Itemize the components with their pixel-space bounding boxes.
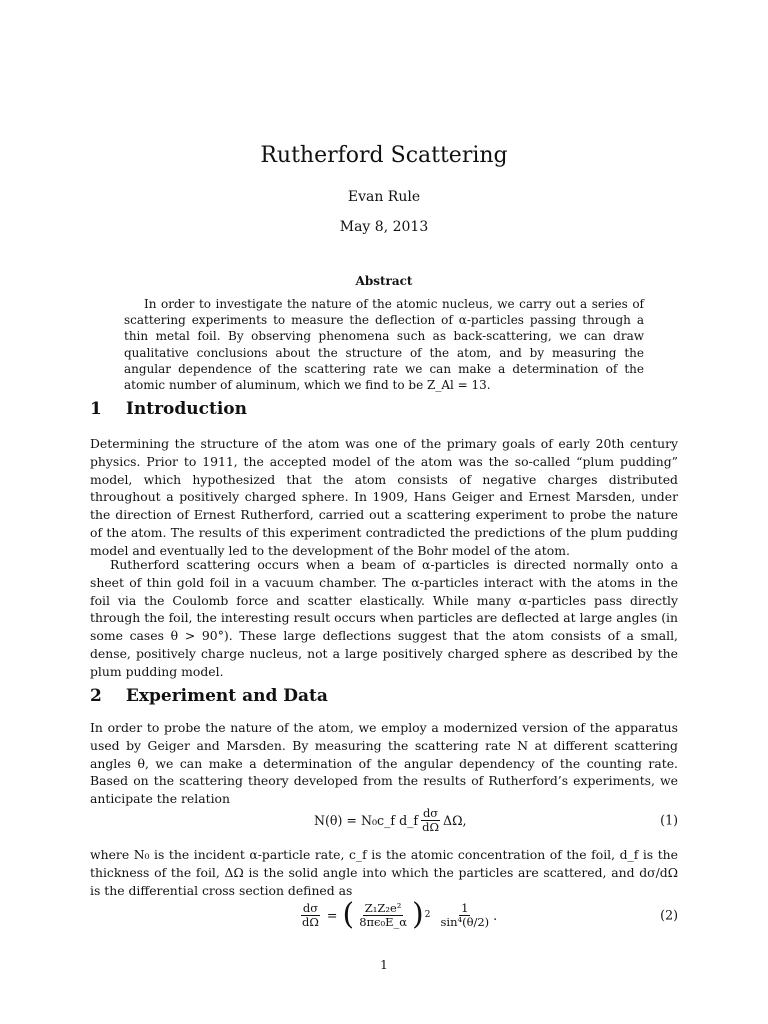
- equation-2: [90, 893, 678, 937]
- abstract-text: In order to investigate the nature of the atomic nucleus, we carry out a series of scattering experiments to measure the deflection of α-particles passing through a thin metal foil. By observing phenomena such as back-scattering, we can draw qualitative conclusions about the structure of the atom, and by measuring the angular dependence of the scattering rate we can make a determination of the atomic number of aluminum, which we find to be Z_Al = 13.: [124, 297, 644, 393]
- eq2-lhs-fraction: [300, 902, 321, 929]
- paper-title: Rutherford Scattering: [260, 143, 508, 168]
- section-number: 2: [90, 686, 102, 706]
- page-number: 1: [380, 958, 388, 972]
- abstract-heading: Abstract: [355, 274, 413, 288]
- eq2-inner-denominator: 8πϵ₀E_α: [359, 914, 408, 929]
- eq2-power: 2: [424, 910, 431, 920]
- eq2-inner-numerator: Z₁Z₂e²: [364, 900, 402, 915]
- intro-paragraph-1: Determining the structure of the atom was one of the primary goals of early 20th century physics. Prior to 1911, the accepted model of the atom was the so-called “plum pudding” model, which hypothesized that the atom consists of negative charges distributed throughout a positively charged sphere. In 1909, Hans Geiger and Ernest Marsden, under the direction of Ernest Rutherford, carried out a scattering experiment to probe the nature of the atom. The results of this experiment contradicted the predictions of the plum pudding model and eventually led to the development of the Bohr model of the atom.: [90, 436, 678, 558]
- section-heading-experiment: [90, 686, 328, 706]
- eq2-rhs-fraction: [438, 902, 491, 929]
- equation-2-body: [298, 893, 497, 937]
- eq2-rhs-denominator: sin⁴(θ/2): [440, 914, 490, 929]
- section-title: Introduction: [125, 399, 247, 419]
- equation-2-label: (2): [660, 907, 678, 923]
- intro-paragraph-2: Rutherford scattering occurs when a beam of α-particles is directed normally onto a sheet of thin gold foil in a vacuum chamber. The α-particles interact with the atoms in the foil via the Coulomb force and scatter elastically. While many α-particles pass directly through the foil, the interesting result occurs when particles are deflected at large angles (in some cases θ > 90°). These large deflections suggest that the atom consists of a small, dense, positively charge nucleus, not a large positively charged sphere as described by the plum pudding model.: [90, 557, 678, 679]
- section-title: Experiment and Data: [125, 686, 328, 706]
- experiment-paragraph-1: In order to probe the nature of the atom, we employ a modernized version of the apparatus used by Geiger and Marsden. By measuring the scattering rate N at different scattering angles θ, we can make a determination of the angular dependency of the counting rate. Based on the scattering theory developed from the results of Rutherford’s experiments, we anticipate the relation: [90, 720, 678, 807]
- left-paren: (: [342, 897, 355, 932]
- eq2-rhs-numerator: 1: [461, 900, 469, 915]
- section-heading-introduction: [90, 399, 247, 419]
- eq2-lhs-numerator: dσ: [302, 900, 319, 915]
- eq1-lhs: N(θ) = N₀c_f d_f: [314, 812, 419, 828]
- publication-date: May 8, 2013: [339, 219, 429, 235]
- eq2-lhs-denominator: dΩ: [302, 914, 319, 929]
- right-paren: ): [412, 897, 424, 932]
- equation-1: [90, 803, 678, 837]
- eq2-inner-fraction: [357, 902, 409, 929]
- eq1-fraction: [420, 807, 441, 834]
- equation-1-body: [314, 803, 467, 837]
- experiment-paragraph-2: where N₀ is the incident α-particle rate, c_f is the atomic concentration of the foil, d_f is the thickness of the foil, ΔΩ is the solid angle into which the particles are scattered, and dσ/dΩ is the differential cross section defined as: [90, 847, 678, 898]
- author-name: Evan Rule: [347, 189, 421, 205]
- section-number: 1: [90, 399, 102, 419]
- eq1-frac-denominator: dΩ: [422, 819, 439, 834]
- equation-1-label: (1): [660, 812, 678, 828]
- eq2-equals: =: [326, 907, 338, 923]
- eq1-frac-numerator: dσ: [422, 805, 439, 820]
- eq2-tail: .: [493, 907, 498, 923]
- eq1-rhs: ΔΩ,: [443, 812, 467, 828]
